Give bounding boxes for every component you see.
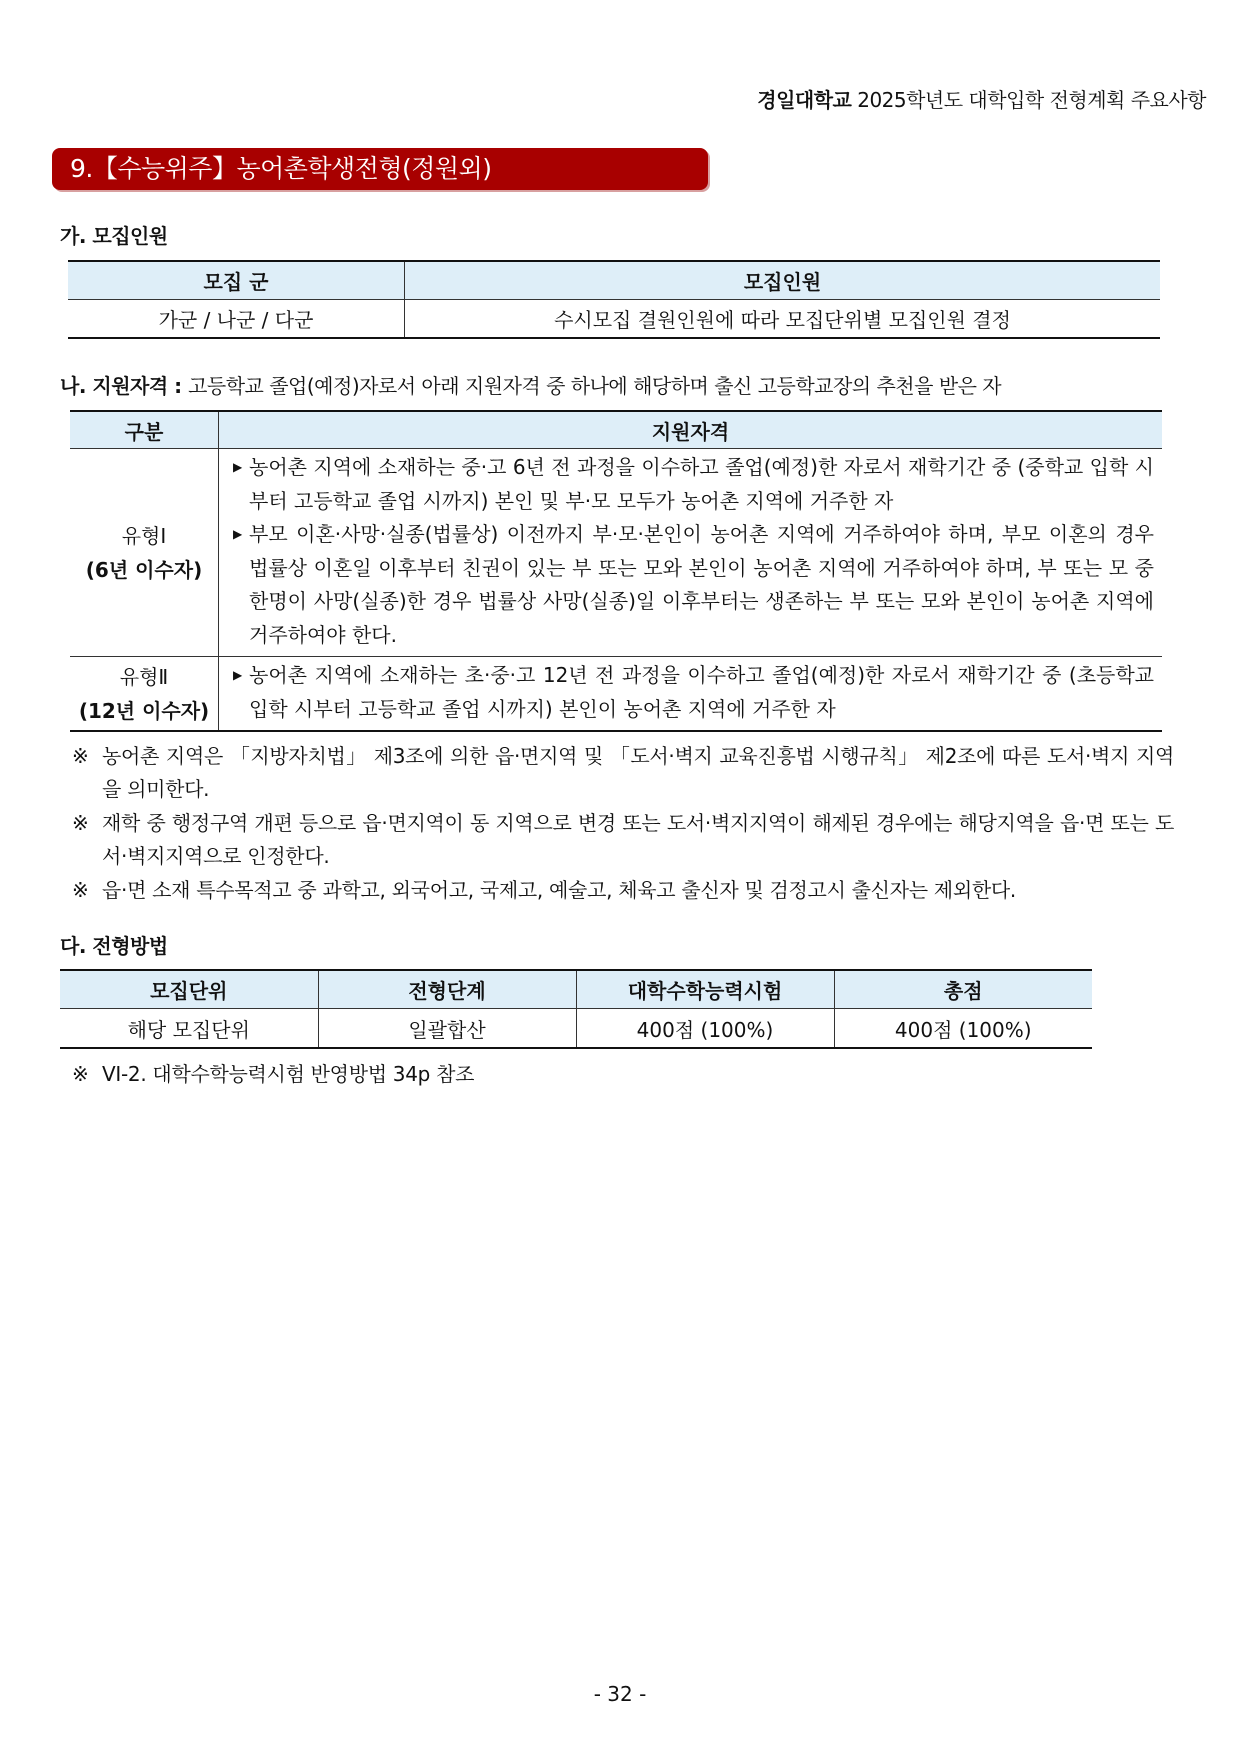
reference-mark-icon: ※ [72,744,89,768]
header-school: 경일대학교 [757,88,852,112]
table-header-cell: 총점 [834,970,1092,1009]
table-row [70,657,1162,732]
page-number: - 32 - [593,1682,647,1706]
reference-mark-icon: ※ [72,811,89,835]
list-item [233,518,1154,652]
table-row [70,449,1162,657]
table-cell: 해당 모집단위 [60,1009,318,1049]
list-item [233,451,1154,518]
table-header-cell: 모집 군 [68,261,405,300]
subheading-eligibility [60,370,1001,399]
header-title: 2025학년도 대학입학 전형계획 주요사항 [857,88,1206,112]
triangle-bullet-icon: ▶ [233,460,243,474]
list-item [233,659,1154,726]
note-text: 읍·면 소재 특수목적고 중 과학고, 외국어고, 국제고, 예술고, 체육고 출신자 및 검정고시 출신자는 제외한다. [102,878,1016,902]
section-title-banner: 9.【수능위주】농어촌학생전형(정원외) [52,148,708,190]
type-label: 유형Ⅰ [121,523,167,548]
table-row [60,1009,1092,1049]
note-text: 농어촌 지역은 「지방자치법」 제3조에 의한 읍·면지역 및 「도서·벽지 교육진흥법 시행규칙」 제2조에 따른 도서·벽지 지역을 의미한다. [102,744,1174,801]
reference-mark-icon: ※ [72,878,89,902]
subheading-selection-method: 다. 전형방법 [60,934,168,958]
table-cell: 400점 (100%) [894,1017,1032,1042]
note-text: VI-2. 대학수학능력시험 반영방법 34p 참조 [102,1062,475,1086]
eligibility-content-cell [219,657,1163,732]
table-cell: 400점 (100%) [576,1009,834,1049]
subheading-recruitment: 가. 모집인원 [60,224,168,248]
table-header-row [68,261,1160,300]
table-header-cell: 전형단계 [318,970,576,1009]
triangle-bullet-icon: ▶ [233,668,243,682]
table-cell: 수시모집 결원인원에 따라 모집단위별 모집인원 결정 [554,308,1011,332]
table-header-cell: 구분 [70,411,219,449]
table-header-cell: 모집인원 [405,261,1161,300]
eligibility-content-cell [219,449,1163,657]
reference-mark-icon: ※ [72,1062,89,1086]
table-header-row [60,970,1092,1009]
table-header-cell: 모집단위 [60,970,318,1009]
eligibility-description: 고등학교 졸업(예정)자로서 아래 지원자격 중 하나에 해당하며 출신 고등학교장의 추천을 받은 자 [188,374,1002,398]
eligibility-title: 나. 지원자격 : [60,374,182,398]
table-header-cell: 지원자격 [219,411,1163,449]
eligibility-type-cell [70,657,219,732]
note-item [72,807,1174,873]
recruitment-table [68,260,1160,339]
note-item [72,874,1174,907]
page-header [757,84,1206,113]
type-sublabel: (6년 이수자) [85,557,203,582]
note-item [72,1058,1174,1091]
selection-method-table [60,969,1092,1049]
type-label: 유형Ⅱ [119,664,169,689]
table-cell: 일괄합산 [318,1009,576,1049]
eligibility-type-cell [70,449,219,657]
table-row [68,300,1160,339]
list-item-text: 농어촌 지역에 소재하는 초·중·고 12년 전 과정을 이수하고 졸업(예정)한 자로서 재학기간 중 (초등학교 입학 시부터 고등학교 졸업 시까지) 본인이 농어촌 지역에 거주한 자 [249,663,1154,721]
table-header-row [70,411,1162,449]
eligibility-table [70,410,1162,732]
triangle-bullet-icon: ▶ [233,527,243,541]
list-item-text: 농어촌 지역에 소재하는 중·고 6년 전 과정을 이수하고 졸업(예정)한 자로서 재학기간 중 (중학교 입학 시부터 고등학교 졸업 시까지) 본인 및 부·모 모두가 농어촌 지역에 거주한 자 [249,455,1154,513]
table-cell: 가군 / 나군 / 다군 [68,300,405,339]
type-sublabel: (12년 이수자) [78,698,210,723]
list-item-text: 부모 이혼·사망·실종(법률상) 이전까지 부·모·본인이 농어촌 지역에 거주하여야 하며, 부모 이혼의 경우 법률상 이혼일 이후부터 친권이 있는 부 또는 모와 본인이 농어촌 지역에 거주하여야 하며, 부 또는 모 중 한명이 사망(실종)한 경우 법률상 사망(실종)일 이후부터는 생존하는 부 또는 모와 본인이 농어촌 지역에 거주하여야 한다. [249,522,1154,647]
table-header-cell: 대학수학능력시험 [576,970,834,1009]
note-item [72,740,1174,806]
note-text: 재학 중 행정구역 개편 등으로 읍·면지역이 동 지역으로 변경 또는 도서·벽지지역이 해제된 경우에는 해당지역을 읍·면 또는 도서·벽지지역으로 인정한다. [102,811,1174,868]
